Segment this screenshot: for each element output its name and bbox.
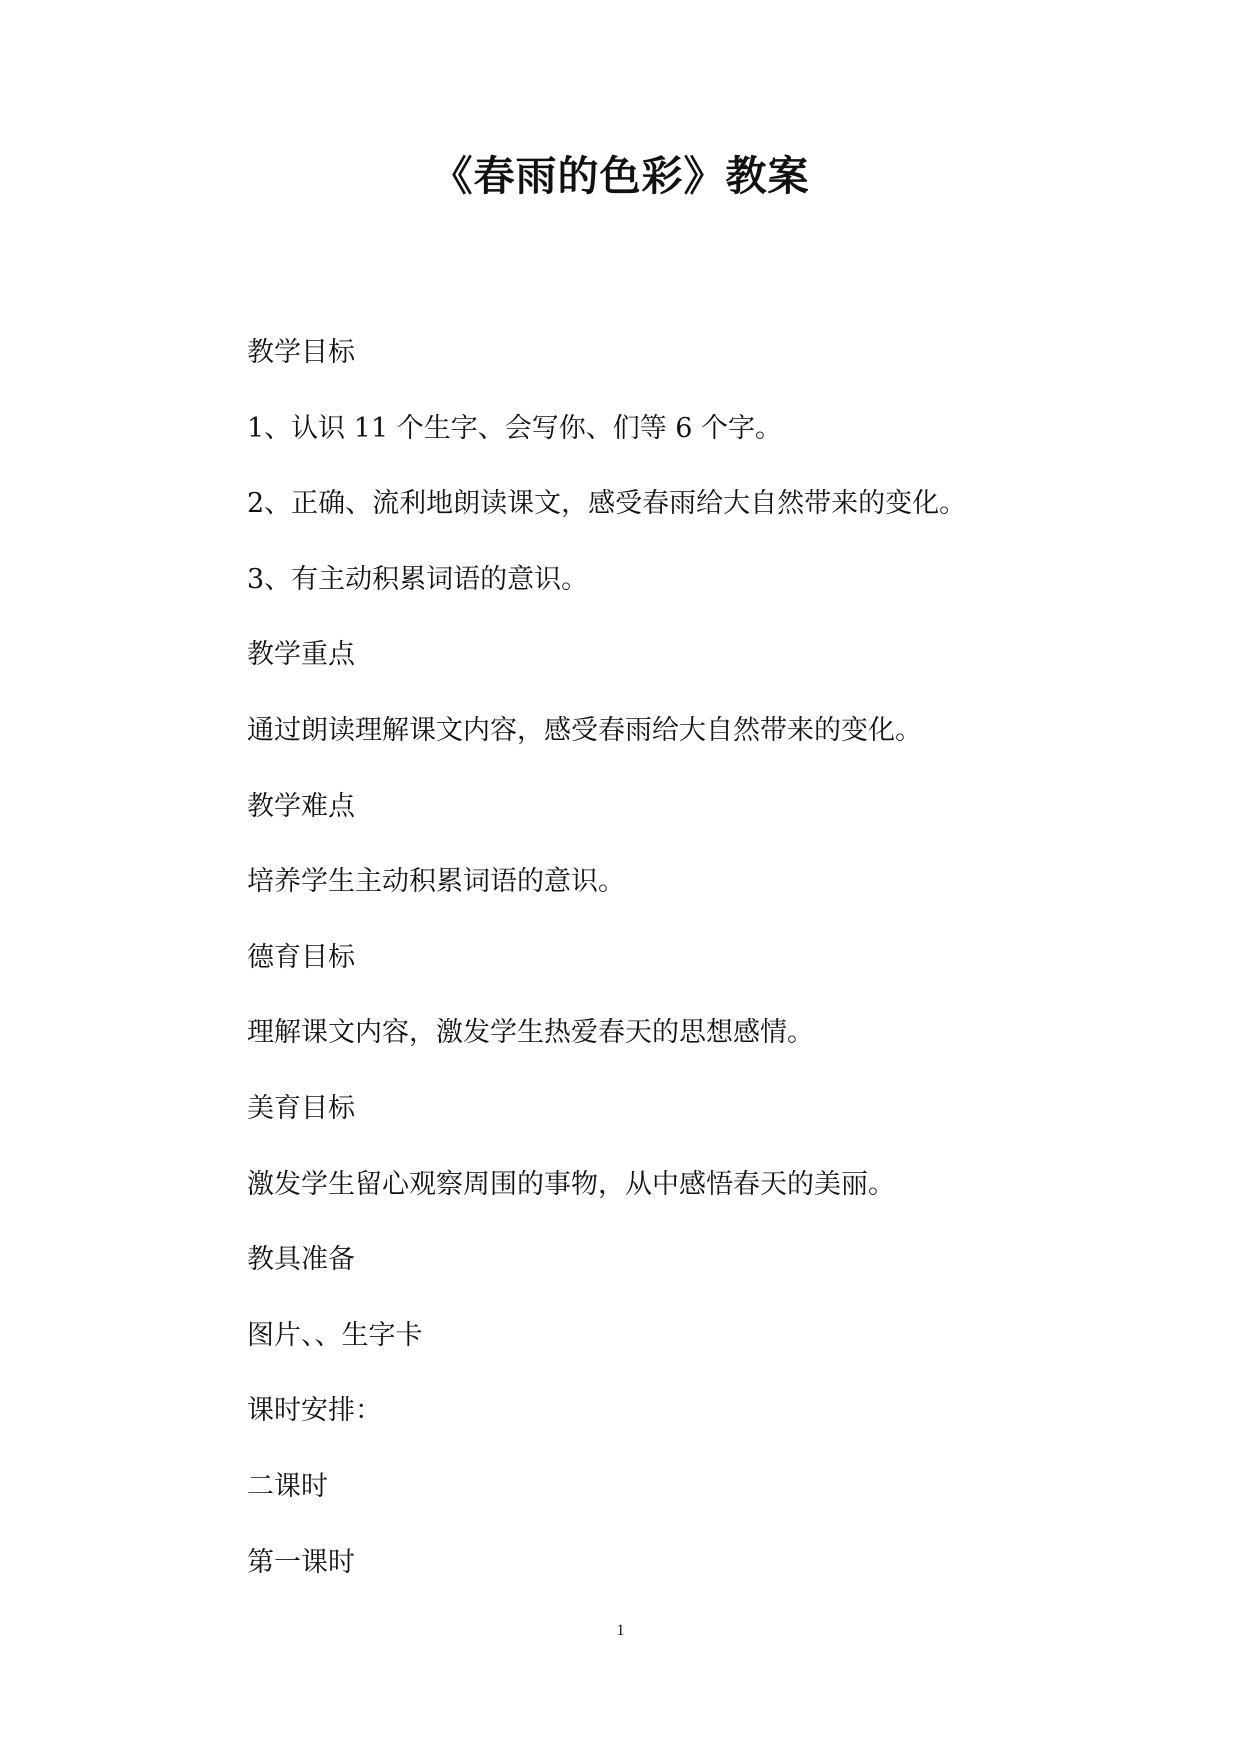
class-schedule-text: 二课时 bbox=[247, 1470, 328, 1502]
section-heading-teaching-aids: 教具准备 bbox=[247, 1244, 355, 1276]
goal-item-1: 1、认识 11 个生字、会写你、们等 6 个字。 bbox=[247, 412, 783, 444]
document-content bbox=[247, 333, 1067, 1618]
goal-item-2: 2、正确、流利地朗读课文，感受春雨给大自然带来的变化。 bbox=[247, 488, 967, 520]
section-heading-teaching-goals: 教学目标 bbox=[247, 337, 355, 368]
key-points-text: 通过朗读理解课文内容，感受春雨给大自然带来的变化。 bbox=[247, 714, 922, 746]
difficulties-text: 培养学生主动积累词语的意识。 bbox=[247, 866, 625, 898]
aesthetic-goals-text: 激发学生留心观察周围的事物，从中感悟春天的美丽。 bbox=[247, 1168, 895, 1200]
section-heading-key-points: 教学重点 bbox=[247, 639, 355, 671]
section-heading-class-schedule: 课时安排： bbox=[247, 1395, 382, 1427]
moral-goals-text: 理解课文内容，激发学生热爱春天的思想感情。 bbox=[247, 1017, 814, 1049]
section-heading-moral-goals: 德育目标 bbox=[247, 941, 355, 973]
teaching-aids-text: 图片、、生字卡 bbox=[247, 1319, 423, 1351]
section-heading-aesthetic-goals: 美育目标 bbox=[247, 1092, 355, 1124]
document-title: 《春雨的色彩》教案 bbox=[431, 152, 810, 200]
section-heading-first-lesson: 第一课时 bbox=[247, 1546, 355, 1578]
page-number: 1 bbox=[616, 1622, 625, 1639]
section-heading-difficulties: 教学难点 bbox=[247, 790, 355, 822]
goal-item-3: 3、有主动积累词语的意识。 bbox=[247, 563, 589, 595]
